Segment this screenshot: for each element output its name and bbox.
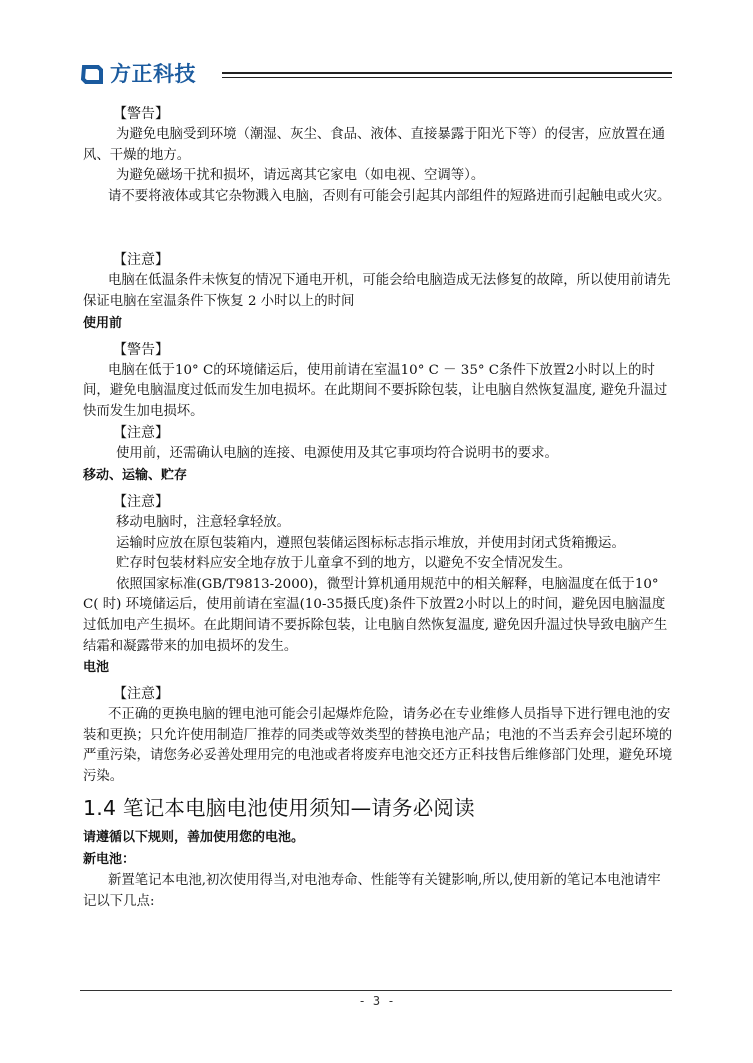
note-label: 【注意】 [113,252,169,269]
header-rule-thick [222,72,672,74]
warning-label: 【警告】 [113,106,169,122]
chapter-heading: 1.4 笔记本电脑电池使用须知—请务必阅读 [83,796,475,821]
paragraph: 贮存时包装材料应安全地存放于儿童拿不到的地方，以避免不安全情况发生。 [116,556,572,572]
page-number: - 3 - [358,994,395,1008]
paragraph: 运输时应放在原包装箱内，遵照包装储运图标标志指示堆放，并使用封闭式货箱搬运。 [116,535,625,551]
page-header [80,58,672,94]
footer-rule [80,990,672,991]
paragraph: 不正确的更换电脑的锂电池可能会引起爆炸危险，请务必在专业维修人员指导下进行锂电池的安装和更换；只允许使用制造厂推荐的同类或等效类型的替换电池产品；电池的不当丢弃会引起环境的严重污染，请您务必妥善处理用完的电池或者将废弃电池交还方正科技售后维修部门处理，避免环境污染。 [83,707,673,784]
paragraph: 电脑在低于10° C的环境储运后，使用前请在室温10° C － 35° C条件下放置2小时以上的时间，避免电脑温度过低而发生加电损坏。在此期间不要拆除包装，让电脑自然恢复温度, 避免升温过快而发生加电损坏。 [83,362,668,419]
section-heading: 电池 [83,660,110,676]
warning-label: 【警告】 [113,341,169,358]
section-heading: 新电池： [83,852,136,868]
paragraph: 新置笔记本电池,初次使用得当,对电池寿命、性能等有关键影响,所以,使用新的笔记本电池请牢记以下几点: [83,873,661,910]
paragraph: 移动电脑时，注意轻拿轻放。 [116,514,291,530]
paragraph: 请不要将液体或其它杂物溅入电脑，否则有可能会引起其内部组件的短路进而引起触电或火灾。 [108,188,671,204]
paragraph: 依照国家标准(GB/T9813-2000)，微型计算机通用规范中的相关解释，电脑温度在低于10° C( 时) 环境储运后，使用前请在室温(10-35摄氏度)条件下放置2小时以上的时间，避免因电脑温度过低加电产生损坏。在此期间请不要拆除包装，让电脑自然恢复温度, 避免因升温过快导致电脑产生结霜和凝露带来的加电损坏的发生。 [83,576,668,654]
paragraph: 电脑在低温条件未恢复的情况下通电开机，可能会给电脑造成无法修复的故障，所以使用前请先保证电脑在室温条件下恢复 2 小时以上的时间 [83,273,671,309]
note-label: 【注意】 [113,686,169,703]
paragraph: 为避免磁场干扰和损坏，请远离其它家电（如电视、空调等）。 [116,168,485,184]
brand-name: 方正科技 [110,61,196,86]
note-label: 【注意】 [113,425,169,442]
section-heading: 使用前 [83,315,123,331]
document-body [83,103,673,913]
paragraph: 使用前，还需确认电脑的连接、电源使用及其它事项均符合说明书的要求。 [116,446,558,462]
brand-logo [80,62,196,86]
bold-intro: 请遵循以下规则，善加使用您的电池。 [83,830,305,846]
section-heading: 移动、运输、贮存 [83,467,188,483]
header-rule-thin [222,77,672,78]
note-label: 【注意】 [113,493,169,510]
founder-logo-icon [80,62,104,86]
paragraph: 为避免电脑受到环境（潮湿、灰尘、食品、液体、直接暴露于阳光下等）的侵害，应放置在通风、干燥的地方。 [83,127,666,163]
